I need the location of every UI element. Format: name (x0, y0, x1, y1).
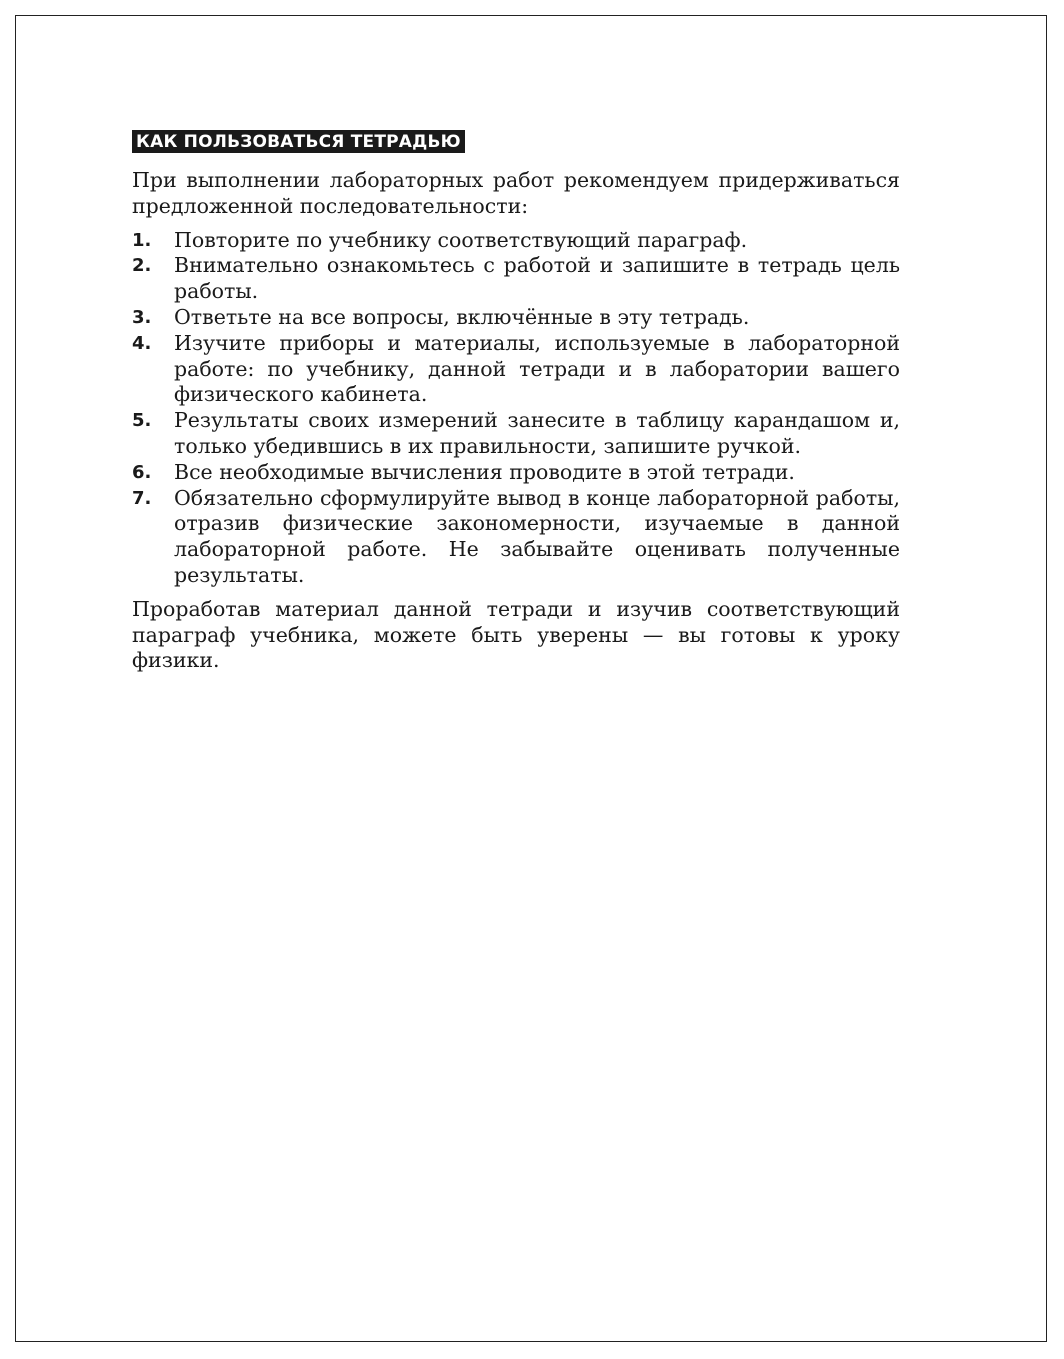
list-item (132, 305, 900, 331)
step-text: Внимательно ознакомьтесь с работой и запишите в тетрадь цель работы. (174, 253, 900, 304)
step-text: Изучите приборы и материалы, используемые в лабораторной работе: по учебнику, данной тетради и в лаборатории вашего физического кабинета. (174, 330, 900, 407)
list-item (132, 460, 900, 486)
step-number: 4. (132, 332, 152, 354)
step-text: Ответьте на все вопросы, включённые в эту тетрадь. (174, 304, 750, 329)
step-number: 5. (132, 410, 152, 432)
steps-list (132, 228, 900, 589)
section-heading: КАК ПОЛЬЗОВАТЬСЯ ТЕТРАДЬЮ (132, 130, 465, 153)
step-text: Результаты своих измерений занесите в таблицу карандашом и, только убедившись в их правильности, запишите ручкой. (174, 408, 900, 458)
list-item (132, 408, 900, 460)
list-item (132, 486, 900, 589)
step-text: Повторите по учебнику соответствующий параграф. (174, 227, 748, 252)
list-item (132, 228, 900, 254)
page-content (132, 128, 900, 674)
list-item (132, 253, 900, 305)
step-text: Все необходимые вычисления проводите в этой тетради. (174, 459, 795, 484)
list-item (132, 331, 900, 408)
step-number: 3. (132, 306, 152, 328)
step-number: 6. (132, 461, 152, 483)
step-text: Обязательно сформулируйте вывод в конце лабораторной работы, отразив физические закономерности, изучаемые в данной лабораторной работе. Не забывайте оценивать полученные результаты. (174, 485, 900, 587)
closing-paragraph: Проработав материал данной тетради и изучив соответствующий параграф учебника, можете быть уверены — вы готовы к уроку физики. (132, 596, 900, 673)
intro-paragraph: При выполнении лабораторных работ рекомендуем придерживаться предложенной последовательности: (132, 168, 900, 218)
step-number: 2. (132, 255, 152, 277)
step-number: 7. (132, 487, 152, 509)
step-number: 1. (132, 229, 152, 251)
